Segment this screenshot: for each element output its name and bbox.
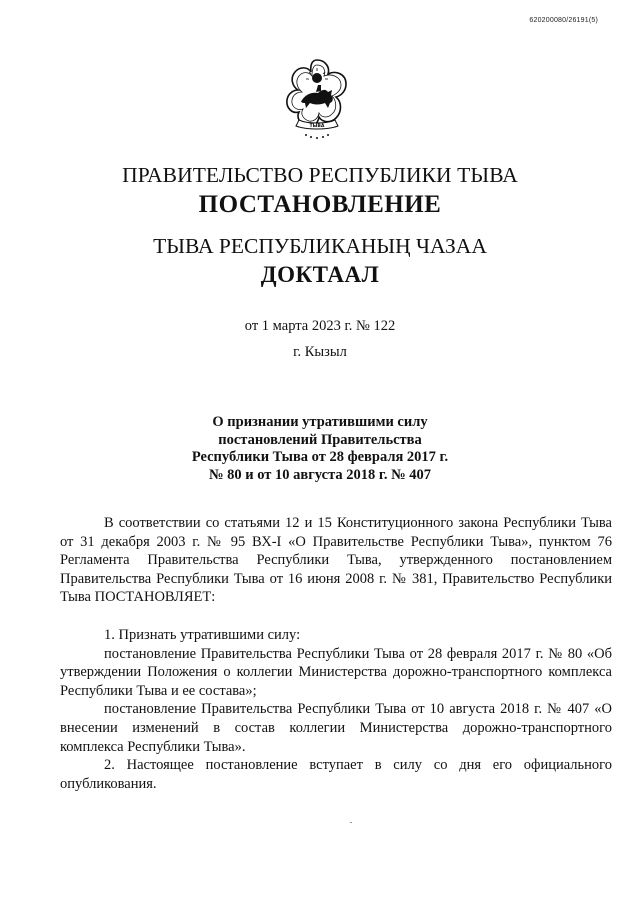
subject-line: О признании утратившими силу xyxy=(212,414,428,430)
document-type-tyva: ДОКТААЛ xyxy=(260,262,380,287)
subject-line: № 80 и от 10 августа 2018 г. № 407 xyxy=(208,466,432,483)
subject-line: Республики Тыва от 28 февраля 2017 г. xyxy=(191,449,449,465)
item-1-a-paragraph: постановление Правительства Республики Тыва от 28 февраля 2017 г. № 80 «Об утверждении Положения о коллегии Министерства дорожно-транспортного комплекса Республики Тыва и ее состава»; xyxy=(60,645,612,699)
emblem-ribbon-text: ТЫВА xyxy=(309,124,325,130)
document-body xyxy=(60,514,612,793)
item-1-heading: 1. Признать утратившими силу: xyxy=(104,626,301,643)
document-type-ru: ПОСТАНОВЛЕНИЕ xyxy=(198,191,442,218)
tuva-emblem-icon xyxy=(282,56,352,148)
government-name-tyva: ТЫВА РЕСПУБЛИКАНЫҢ ЧАЗАА xyxy=(153,234,487,258)
government-name-ru: ПРАВИТЕЛЬСТВО РЕСПУБЛИКИ ТЫВА xyxy=(122,163,518,187)
document-subject xyxy=(150,414,490,484)
page-mark xyxy=(350,822,352,823)
document-date-number: от 1 марта 2023 г. № 122 xyxy=(244,318,396,334)
preamble-paragraph: В соответствии со статьями 12 и 15 Конституционного закона Республики Тыва от 31 декабря 2003 г. № 95 ВХ-I «О Правительстве Республики Тыва», пунктом 76 Регламента Правительства Республики Тыва, утвержденного постановлением Правительства Республики Тыва от 16 июня 2008 г. № 381, Правительство Республики Тыва ПОСТАНОВЛЯЕТ: xyxy=(60,515,612,606)
document-place: г. Кызыл xyxy=(293,344,347,360)
document-code: 620200080/26191(5) xyxy=(529,17,598,24)
item-1-b-paragraph: постановление Правительства Республики Тыва от 10 августа 2018 г. № 407 «О внесении изменений в состав коллегии Министерства дорожно-транспортного комплекса Республики Тыва». xyxy=(60,701,612,755)
item-2-paragraph: 2. Настоящее постановление вступает в силу со дня его официального опубликования. xyxy=(60,757,612,792)
subject-line: постановлений Правительства xyxy=(218,431,422,448)
